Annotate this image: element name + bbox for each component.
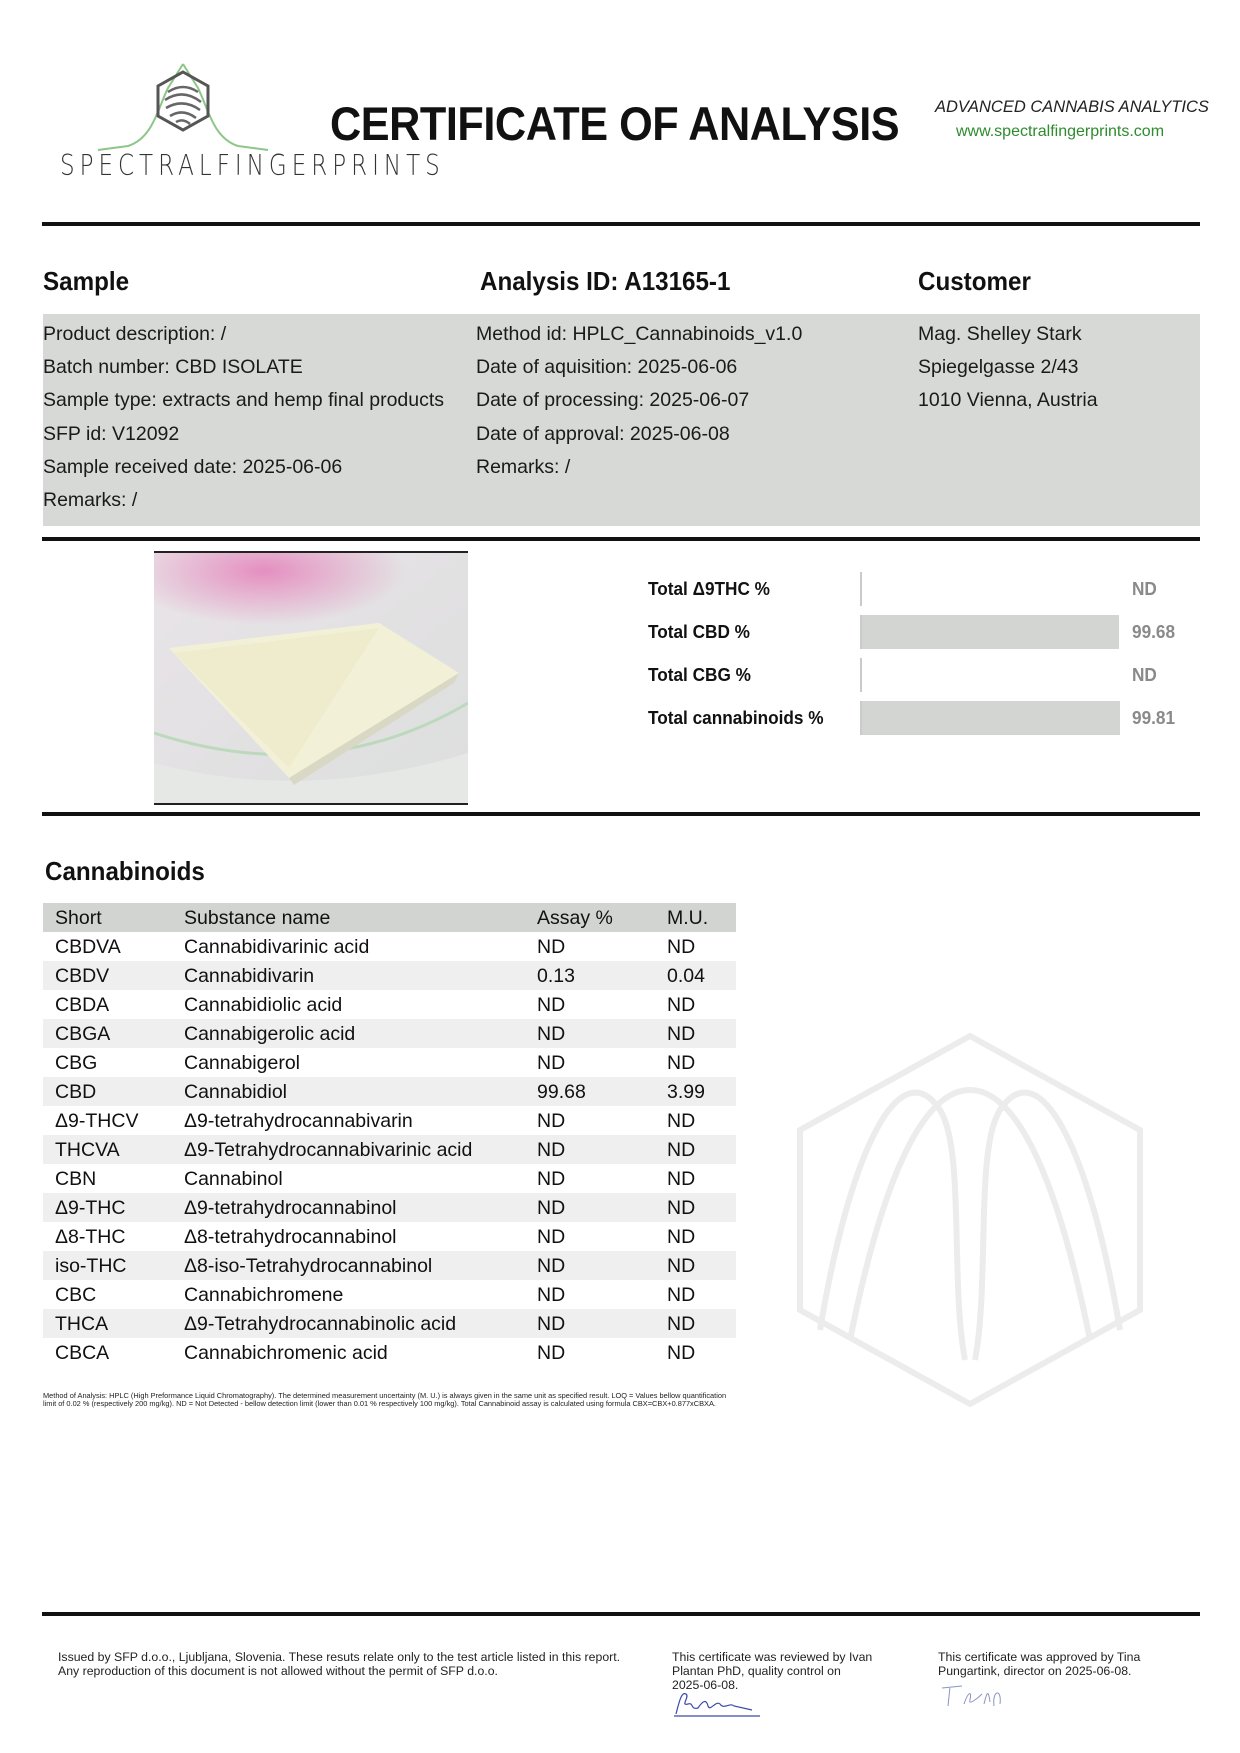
cell-substance: Cannabidivarin <box>184 965 315 987</box>
cell-assay: 99.68 <box>537 1081 586 1103</box>
cannabinoids-table <box>43 903 736 1367</box>
total-cbg-value: ND <box>1132 664 1157 685</box>
divider <box>42 812 1200 816</box>
table-row <box>43 990 736 1019</box>
date-of-processing: Date of processing: 2025-06-07 <box>476 389 750 412</box>
cell-short: Δ8-THC <box>55 1226 126 1248</box>
cell-assay: ND <box>537 1255 566 1277</box>
cell-mu: ND <box>667 1313 696 1335</box>
reviewed-line-3: 2025-06-08. <box>672 1678 739 1692</box>
total-cbd-value: 99.68 <box>1132 621 1176 642</box>
cell-mu: ND <box>667 994 696 1016</box>
cell-mu: ND <box>667 1342 696 1364</box>
cell-short: CBD <box>55 1081 97 1103</box>
cell-mu: ND <box>667 1168 696 1190</box>
cell-assay: ND <box>537 1110 566 1132</box>
issued-line-1: Issued by SFP d.o.o., Ljubljana, Slovenia. These resuts relate only to the test article listed in this report. <box>58 1650 621 1664</box>
customer-heading: Customer <box>918 266 1031 296</box>
product-description: Product description: / <box>43 323 227 345</box>
column-header-mu: M.U. <box>667 907 709 929</box>
cell-short: CBN <box>55 1168 97 1190</box>
sample-received-date: Sample received date: 2025-06-06 <box>43 455 343 478</box>
table-row <box>43 961 736 990</box>
cell-assay: ND <box>537 936 566 958</box>
cell-mu: ND <box>667 1255 696 1277</box>
cell-short: THCVA <box>55 1139 120 1161</box>
sfp-id: SFP id: V12092 <box>43 422 180 445</box>
table-row <box>43 1164 736 1193</box>
cell-short: CBCA <box>55 1342 110 1364</box>
company-tagline: ADVANCED CANNABIS ANALYTICS <box>935 98 1209 116</box>
sample-heading: Sample <box>43 266 130 296</box>
issued-line-2: Any reproduction of this document is not allowed without the permit of SFP d.o.o. <box>58 1664 498 1678</box>
method-footnote: Method of Analysis: HPLC (High Preformance Liquid Chromatography). The determined measurement uncertainty (M. U.) is always given in the same unit as specified result. LOQ = Values bellow quantification limit of 0.02 % (respectively 200 mg/kg). ND = Not Detected - bellow detection limit (lower than 0.01 % respectively 100 mg/kg). Total Cannabinoid assay is calculated using formula CBX=CBX+0.877xCBXA. <box>43 1391 727 1409</box>
cell-mu: 0.04 <box>667 965 705 987</box>
table-row <box>43 1338 736 1367</box>
table-row <box>43 1309 736 1338</box>
cell-assay: 0.13 <box>537 965 575 987</box>
column-header-substance: Substance name <box>184 907 331 929</box>
cell-substance: Δ9-tetrahydrocannabivarin <box>184 1110 413 1132</box>
table-row <box>43 1222 736 1251</box>
reviewer-signature <box>672 1688 762 1718</box>
cell-substance: Δ8-tetrahydrocannabinol <box>184 1226 397 1248</box>
cell-mu: ND <box>667 1023 696 1045</box>
approved-line-2: Pungartink, director on 2025-06-08. <box>938 1664 1132 1678</box>
sample-type: Sample type: extracts and hemp final products <box>43 389 445 412</box>
table-row <box>43 1077 736 1106</box>
total-cbg-label: Total CBG % <box>648 664 751 685</box>
cell-assay: ND <box>537 1284 566 1306</box>
sample-photo <box>154 551 468 805</box>
date-of-approval: Date of approval: 2025-06-08 <box>476 422 730 445</box>
cell-mu: ND <box>667 936 696 958</box>
cell-assay: ND <box>537 1168 566 1190</box>
cell-short: Δ9-THC <box>55 1197 126 1219</box>
cell-substance: Cannabidivarinic acid <box>184 936 370 958</box>
watermark-logo <box>790 1030 1150 1410</box>
total-d9thc-value: ND <box>1132 578 1157 599</box>
cannabinoids-title: Cannabinoids <box>45 856 205 886</box>
customer-details <box>918 318 1098 418</box>
cell-short: CBG <box>55 1052 98 1074</box>
cell-assay: ND <box>537 1197 566 1219</box>
cell-mu: ND <box>667 1284 696 1306</box>
method-id: Method id: HPLC_Cannabinoids_v1.0 <box>476 323 803 345</box>
cell-assay: ND <box>537 1342 566 1364</box>
cell-mu: ND <box>667 1110 696 1132</box>
approver-signature <box>938 1680 1008 1710</box>
customer-street: Spiegelgasse 2/43 <box>918 356 1079 379</box>
batch-number: Batch number: CBD ISOLATE <box>43 356 303 379</box>
cell-substance: Δ9-Tetrahydrocannabivarinic acid <box>184 1139 473 1161</box>
cell-assay: ND <box>537 1139 566 1161</box>
cell-substance: Cannabinol <box>184 1168 283 1190</box>
total-cbd-row <box>648 615 1208 649</box>
cell-short: iso-THC <box>55 1255 127 1277</box>
customer-name: Mag. Shelley Stark <box>918 323 1082 345</box>
sample-remarks: Remarks: / <box>43 489 138 512</box>
total-cannabinoids-value: 99.81 <box>1132 707 1176 728</box>
cell-assay: ND <box>537 994 566 1016</box>
total-cbg-row <box>648 658 1208 692</box>
issued-by-note <box>58 1650 620 1678</box>
cell-substance: Δ9-Tetrahydrocannabinolic acid <box>184 1313 457 1335</box>
cell-assay: ND <box>537 1313 566 1335</box>
table-row <box>43 1135 736 1164</box>
approved-line-1: This certificate was approved by Tina <box>938 1650 1141 1664</box>
approved-by-note <box>938 1650 1140 1678</box>
cell-assay: ND <box>537 1226 566 1248</box>
cell-short: CBC <box>55 1284 97 1306</box>
divider <box>42 222 1200 226</box>
cell-mu: 3.99 <box>667 1081 705 1103</box>
cell-assay: ND <box>537 1052 566 1074</box>
total-cbd-label: Total CBD % <box>648 621 750 642</box>
cell-substance: Cannabidiol <box>184 1081 287 1103</box>
table-row <box>43 1048 736 1077</box>
company-url-link[interactable]: www.spectralfingerprints.com <box>955 123 1165 140</box>
divider <box>42 537 1200 541</box>
cell-substance: Δ9-tetrahydrocannabinol <box>184 1197 397 1219</box>
cell-mu: ND <box>667 1052 696 1074</box>
analysis-remarks: Remarks: / <box>476 455 571 478</box>
sample-details <box>43 318 444 517</box>
table-row <box>43 1106 736 1135</box>
cell-mu: ND <box>667 1226 696 1248</box>
table-row <box>43 1193 736 1222</box>
column-header-assay: Assay % <box>537 907 613 929</box>
cell-substance: Cannabidiolic acid <box>184 994 343 1016</box>
logo-wordmark: SPECTRALFINGERPRINTS <box>60 150 445 183</box>
analysis-details <box>476 318 802 484</box>
total-d9thc-label: Total Δ9THC % <box>648 578 770 599</box>
cell-short: CBDA <box>55 994 110 1016</box>
customer-city: 1010 Vienna, Austria <box>918 389 1098 412</box>
table-row <box>43 1251 736 1280</box>
cell-substance: Cannabichromene <box>184 1284 344 1306</box>
total-d9thc-row <box>648 572 1208 606</box>
cell-mu: ND <box>667 1139 696 1161</box>
cell-substance: Cannabigerolic acid <box>184 1023 356 1045</box>
cell-short: CBDVA <box>55 936 121 958</box>
reviewed-by-note <box>672 1650 872 1692</box>
column-header-short: Short <box>55 907 102 929</box>
cell-assay: ND <box>537 1023 566 1045</box>
total-cannabinoids-row <box>648 701 1208 735</box>
table-row <box>43 1019 736 1048</box>
cell-short: CBDV <box>55 965 110 987</box>
cell-substance: Δ8-iso-Tetrahydrocannabinol <box>184 1255 433 1277</box>
cell-substance: Cannabichromenic acid <box>184 1342 388 1364</box>
table-row <box>43 1280 736 1309</box>
date-of-acquisition: Date of aquisition: 2025-06-06 <box>476 356 738 379</box>
document-title: CERTIFICATE OF ANALYSIS <box>330 97 900 150</box>
total-cannabinoids-label: Total cannabinoids % <box>648 707 824 728</box>
reviewed-line-2: Plantan PhD, quality control on <box>672 1664 841 1678</box>
total-cbd-bar <box>862 615 1119 649</box>
cell-mu: ND <box>667 1197 696 1219</box>
cell-substance: Cannabigerol <box>184 1052 301 1074</box>
cell-short: Δ9-THCV <box>55 1110 139 1132</box>
reviewed-line-1: This certificate was reviewed by Ivan <box>672 1650 873 1664</box>
table-row <box>43 932 736 961</box>
analysis-id-heading: Analysis ID: A13165-1 <box>480 266 731 296</box>
divider <box>42 1612 1200 1616</box>
cell-short: CBGA <box>55 1023 111 1045</box>
table-header-row <box>43 903 736 932</box>
cell-short: THCA <box>55 1313 109 1335</box>
total-cannabinoids-bar <box>862 701 1120 735</box>
